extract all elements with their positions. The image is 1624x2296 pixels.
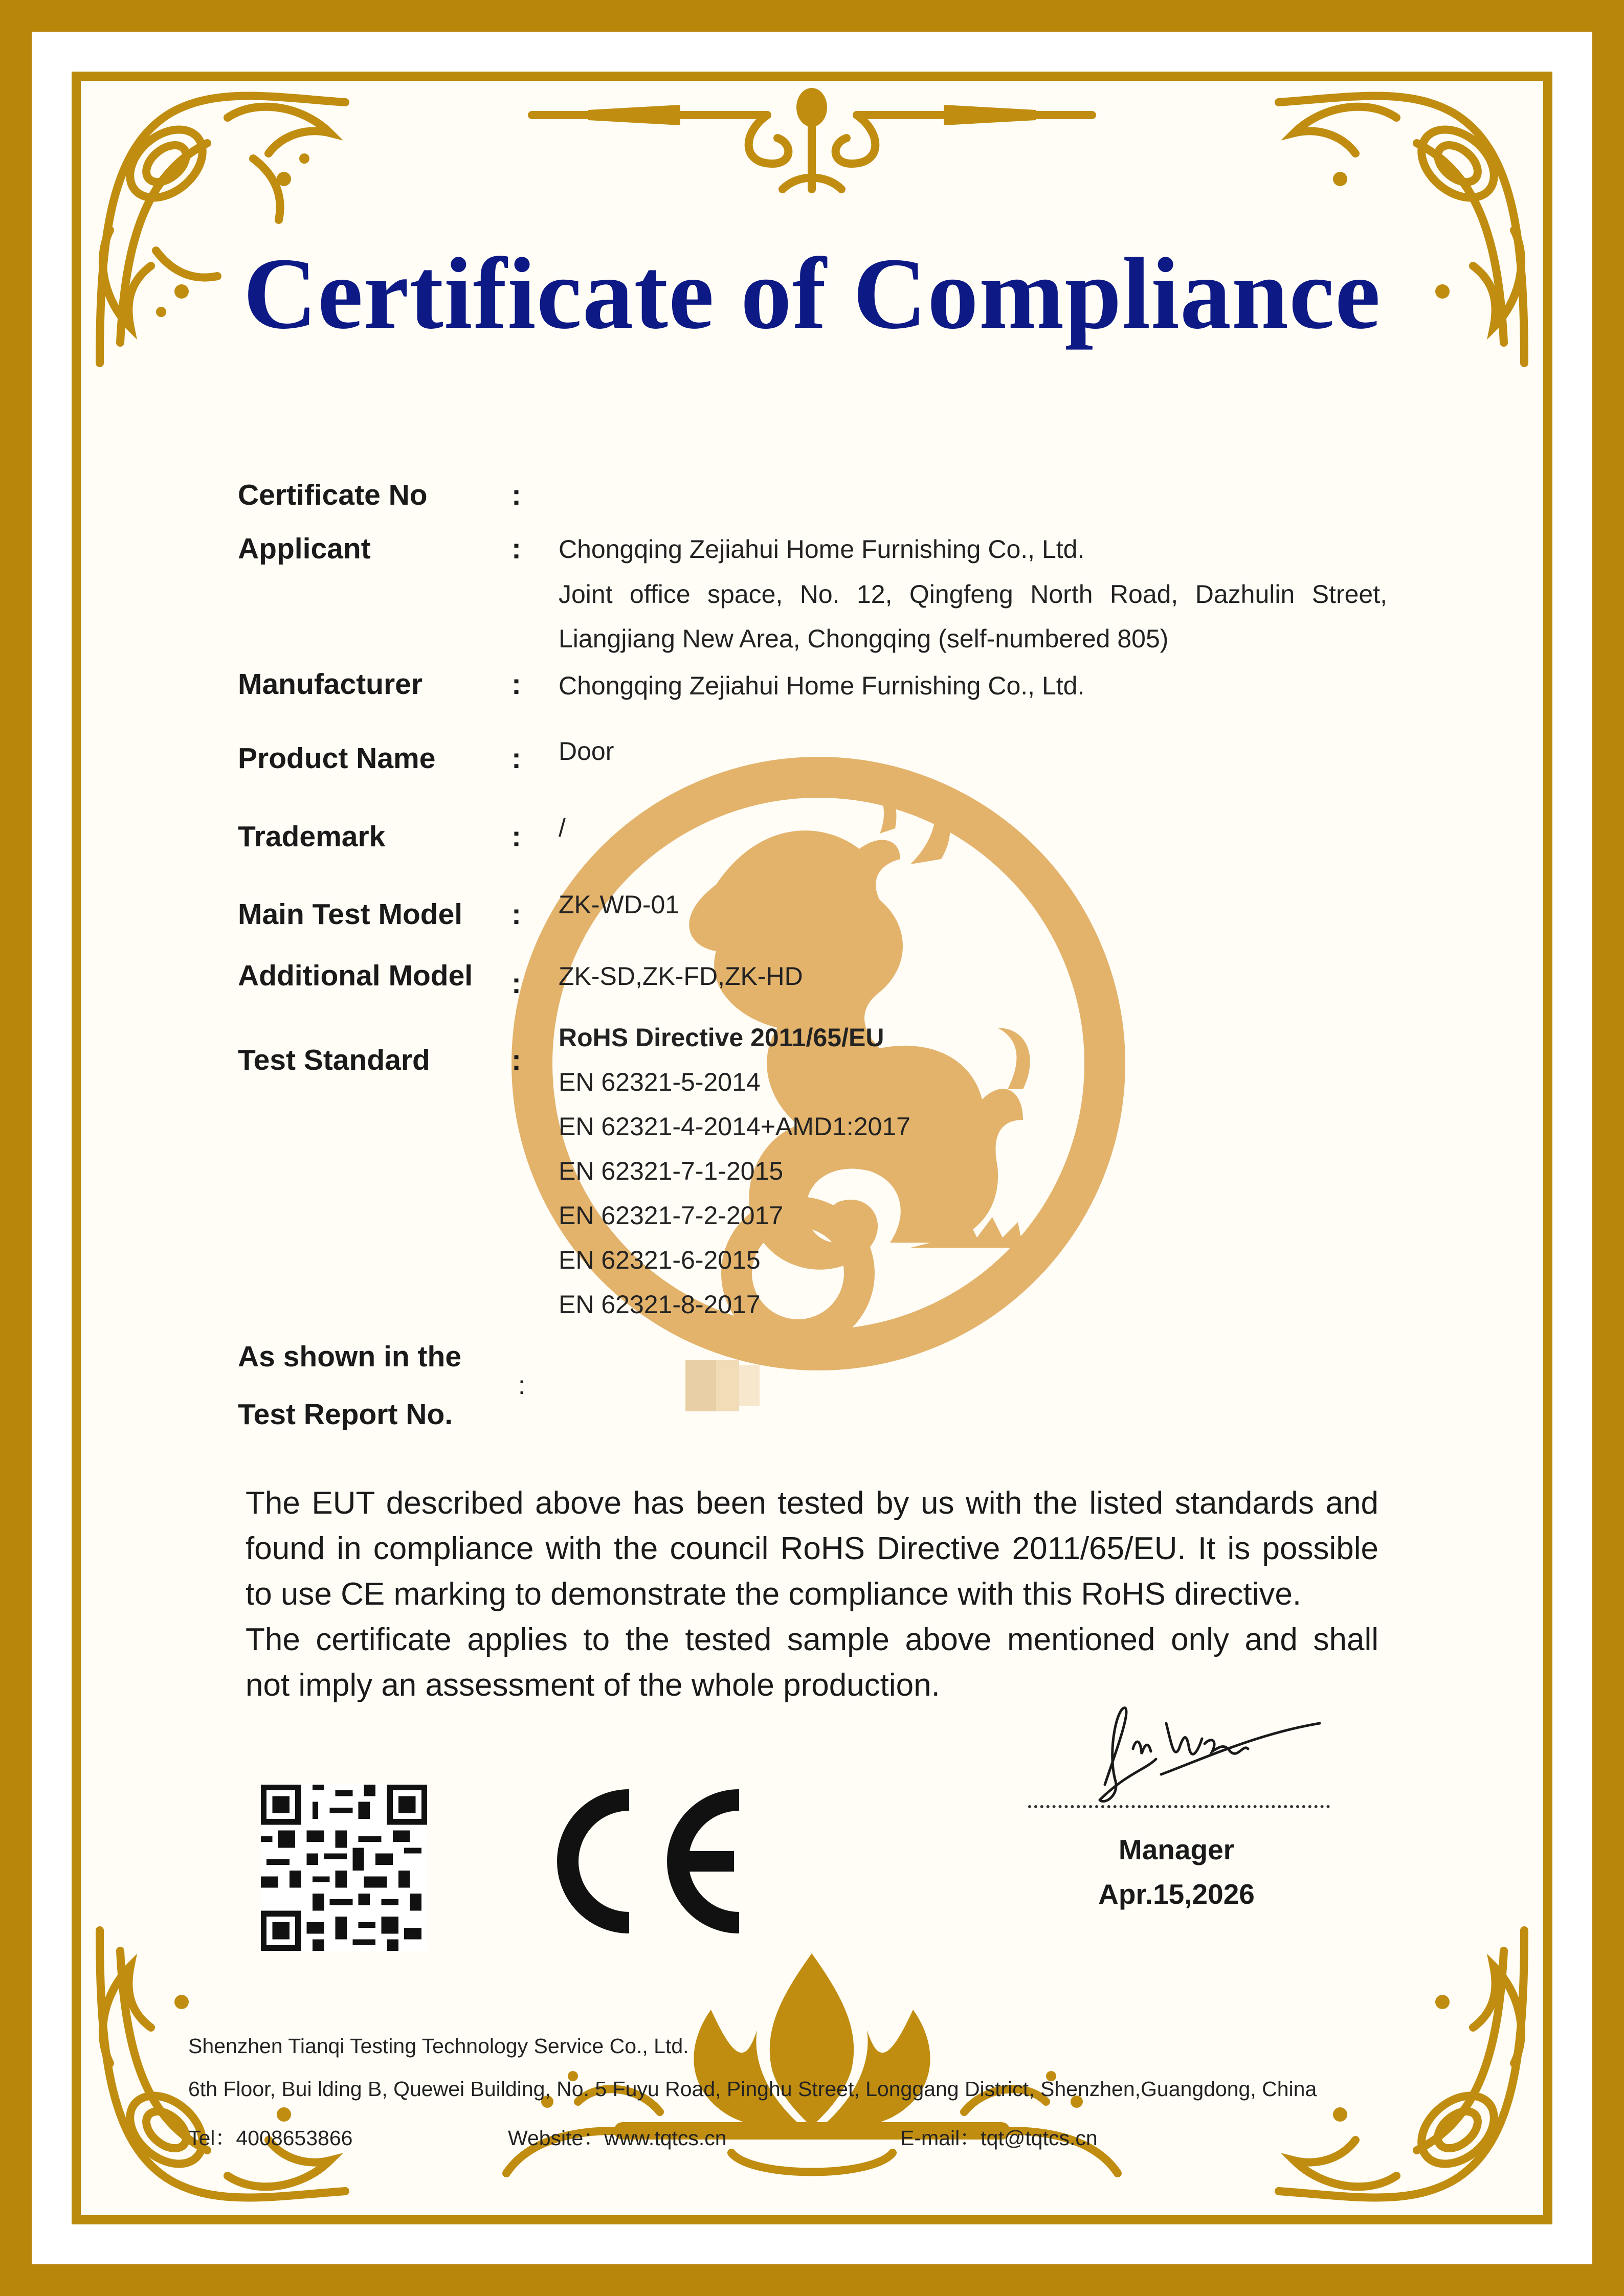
- footer-email: E-mail：tqt@tqtcs.cn: [900, 2126, 1098, 2150]
- test-standard-item: EN 62321-6-2015: [559, 1246, 761, 1274]
- signature-line: [1028, 1805, 1330, 1808]
- ce-mark-icon: [542, 1785, 747, 1938]
- manufacturer-label: Manufacturer: [238, 668, 423, 701]
- main-test-model-label: Main Test Model: [238, 898, 463, 931]
- colon: :: [511, 820, 521, 853]
- test-standard-item: EN 62321-8-2017: [559, 1290, 761, 1319]
- test-report-label-line-1: As shown in the: [238, 1340, 462, 1373]
- test-report-label-line-2: Test Report No.: [238, 1398, 453, 1431]
- colon: :: [511, 479, 521, 511]
- colon: :: [511, 1044, 521, 1076]
- product-name-label: Product Name: [238, 742, 436, 775]
- main-test-model-value: ZK-WD-01: [559, 890, 680, 919]
- footer-tel: Tel：4008653866: [188, 2126, 353, 2150]
- additional-model-value: ZK-SD,ZK-FD,ZK-HD: [559, 962, 803, 991]
- colon: :: [511, 967, 521, 1000]
- top-flourish-icon: [527, 87, 1097, 205]
- certificate-title: Certificate of Compliance: [243, 237, 1381, 350]
- redacted-report-number: [685, 1360, 772, 1411]
- qr-code-icon: [261, 1785, 427, 1951]
- footer-address: 6th Floor, Bui lding B, Quewei Building, No. 5 Fuyu Road, Pinghu Street, Longgang District, Shenzhen,Guangdong, China: [188, 2077, 1317, 2101]
- manager-title: Manager: [1118, 1834, 1235, 1865]
- colon: :: [511, 668, 521, 701]
- statement-line: not imply an assessment of the whole production.: [246, 1668, 940, 1703]
- trademark-value: /: [559, 814, 566, 842]
- bottom-flourish-icon: [445, 1948, 1179, 2189]
- footer-website: Website：www.tqtcs.cn: [508, 2126, 727, 2150]
- test-standard-item: EN 62321-4-2014+AMD1:2017: [559, 1112, 910, 1141]
- colon: :: [511, 898, 521, 931]
- manufacturer-value: Chongqing Zejiahui Home Furnishing Co., Ltd.: [559, 671, 1085, 700]
- applicant-line-2: Joint office space, No. 12, Qingfeng North Road, Dazhulin Street,: [559, 580, 1387, 609]
- footer-company: Shenzhen Tianqi Testing Technology Service Co., Ltd.: [188, 2034, 689, 2058]
- product-name-value: Door: [559, 737, 614, 766]
- test-standard-item: EN 62321-7-1-2015: [559, 1157, 784, 1185]
- test-standard-item: EN 62321-5-2014: [559, 1068, 761, 1096]
- test-standard-item: EN 62321-7-2-2017: [559, 1201, 784, 1230]
- applicant-line-1: Chongqing Zejiahui Home Furnishing Co., Ltd.: [559, 535, 1085, 564]
- corner-ornament-icon: [1269, 1920, 1534, 2207]
- certificate-no-label: Certificate No: [238, 479, 428, 511]
- colon: :: [518, 1371, 525, 1400]
- statement-line: The EUT described above has been tested by us with the listed standards and: [246, 1485, 1378, 1521]
- statement-line: found in compliance with the council RoHS Directive 2011/65/EU. It is possible: [246, 1531, 1378, 1566]
- applicant-label: Applicant: [238, 532, 371, 565]
- additional-model-label: Additional Model: [238, 959, 473, 992]
- test-standard-label: Test Standard: [238, 1044, 430, 1076]
- statement-line: The certificate applies to the tested sample above mentioned only and shall: [246, 1622, 1378, 1657]
- applicant-line-3: Liangjiang New Area, Chongqing (self-numbered 805): [559, 624, 1169, 653]
- corner-ornament-icon: [90, 1920, 355, 2207]
- colon: :: [511, 742, 521, 775]
- trademark-label: Trademark: [238, 820, 386, 853]
- colon: :: [511, 532, 521, 565]
- statement-line: to use CE marking to demonstrate the compliance with this RoHS directive.: [246, 1577, 1302, 1612]
- manager-signature: [1084, 1693, 1325, 1815]
- test-standard-directive: RoHS Directive 2011/65/EU: [559, 1023, 884, 1052]
- issue-date: Apr.15,2026: [1098, 1878, 1255, 1910]
- compliance-statement: [246, 1480, 1378, 1708]
